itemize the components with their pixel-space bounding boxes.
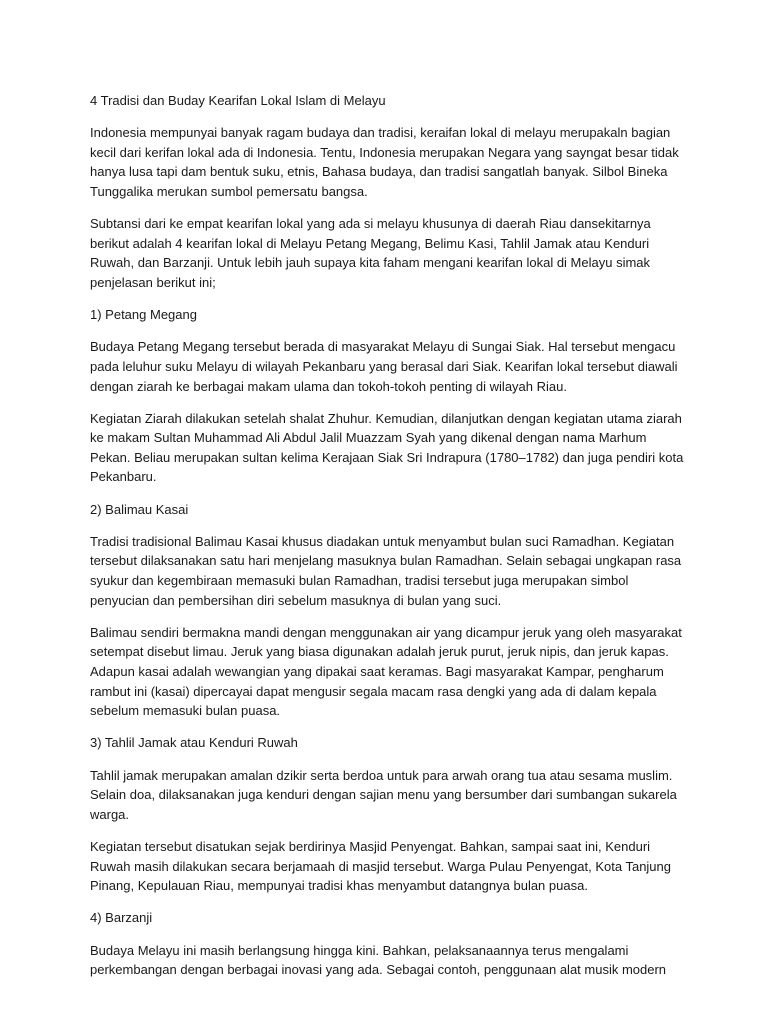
petang-megang-paragraph-1: Budaya Petang Megang tersebut berada di masyarakat Melayu di Sungai Siak. Hal tersebut mengacu pada leluhur suku Melayu di wilayah Pekanbaru yang berasal dari Siak. Kearifan lokal tersebut diawali dengan ziarah ke berbagai makam ulama dan tokoh-tokoh penting di wilayah Riau. bbox=[90, 339, 678, 394]
tahlil-jamak-paragraph-2: Kegiatan tersebut disatukan sejak berdirinya Masjid Penyengat. Bahkan, sampai saat ini, Kenduri Ruwah masih dilakukan secara berjamaah di masjid tersebut. Warga Pulau Penyengat, Kota Tanjung Pinang, Kepulauan Riau, mempunyai tradisi khas menyambut datangnya bulan puasa. bbox=[90, 838, 672, 894]
section-heading-balimau-kasai: 2) Balimau Kasai bbox=[90, 501, 189, 517]
section-heading-tahlil-jamak: 3) Tahlil Jamak atau Kenduri Ruwah bbox=[90, 735, 298, 751]
document-title: 4 Tradisi dan Buday Kearifan Lokal Islam di Melayu bbox=[90, 93, 386, 108]
section-heading-barzanji: 4) Barzanji bbox=[90, 910, 153, 926]
balimau-kasai-paragraph-2: Balimau sendiri bermakna mandi dengan menggunakan air yang dicampur jeruk yang oleh masyarakat setempat disebut limau. Jeruk yang biasa digunakan adalah jeruk purut, jeruk nipis, dan jeruk kapas. Adapun kasai adalah wewangian yang dipakai saat keramas. Bagi masyarakat Kampar, pengharum rambut ini (kasai) dipercayai dapat mengusir segala macam rasa dengki yang ada di dalam kepala sebelum memasuki bulan puasa. bbox=[90, 624, 682, 719]
intro-paragraph-1: Indonesia mempunyai banyak ragam budaya dan tradisi, keraifan lokal di melayu merupakaln bagian kecil dari kerifan lokal ada di Indonesia. Tentu, Indonesia merupakan Negara yang sayngat besar tidak hanya lusa tapi dam bentuk suku, etnis, Bahasa budaya, dan tradisi sangatlah banyak. Silbol Bineka Tunggalika merukan sumbol pemersatu bangsa. bbox=[90, 125, 679, 199]
petang-megang-paragraph-2: Kegiatan Ziarah dilakukan setelah shalat Zhuhur. Kemudian, dilanjutkan dengan kegiatan utama ziarah ke makam Sultan Muhammad Ali Abdul Jalil Muazzam Syah yang dikenal dengan nama Marhum Pekan. Beliau merupakan sultan kelima Kerajaan Siak Sri Indrapura (1780–1782) dan juga pendiri kota Pekanbaru. bbox=[90, 410, 684, 485]
intro-paragraph-2: Subtansi dari ke empat kearifan lokal yang ada si melayu khusunya di daerah Riau dansekitarnya berikut adalah 4 kearifan lokal di Melayu Petang Megang, Belimu Kasi, Tahlil Jamak atau Kenduri Ruwah, dan Barzanji. Untuk lebih jauh supaya kita faham mengani kearifan lokal di Melayu simak penjelasan berikut ini; bbox=[90, 216, 651, 290]
document-page bbox=[90, 91, 690, 992]
tahlil-jamak-paragraph-1: Tahlil jamak merupakan amalan dzikir serta berdoa untuk para arwah orang tua atau sesama muslim. Selain doa, dilaksanakan juga kenduri dengan sajian menu yang bersumber dari sumbangan sukarela warga. bbox=[90, 767, 677, 822]
balimau-kasai-paragraph-1: Tradisi tradisional Balimau Kasai khusus diadakan untuk menyambut bulan suci Ramadhan. Kegiatan tersebut dilaksanakan satu hari menjelang masuknya bulan Ramadhan. Selain sebagai ungkapan rasa syukur dan kegembiraan memasuki bulan Ramadhan, tradisi tersebut juga merupakan simbol penyucian dan pembersihan diri sebelum masuknya di bulan yang suci. bbox=[90, 533, 682, 608]
section-heading-petang-megang: 1) Petang Megang bbox=[90, 307, 197, 323]
barzanji-paragraph-1: Budaya Melayu ini masih berlangsung hingga kini. Bahkan, pelaksanaannya terus mengalami perkembangan dengan berbagai inovasi yang ada. Sebagai contoh, penggunaan alat musik modern bbox=[90, 942, 667, 978]
